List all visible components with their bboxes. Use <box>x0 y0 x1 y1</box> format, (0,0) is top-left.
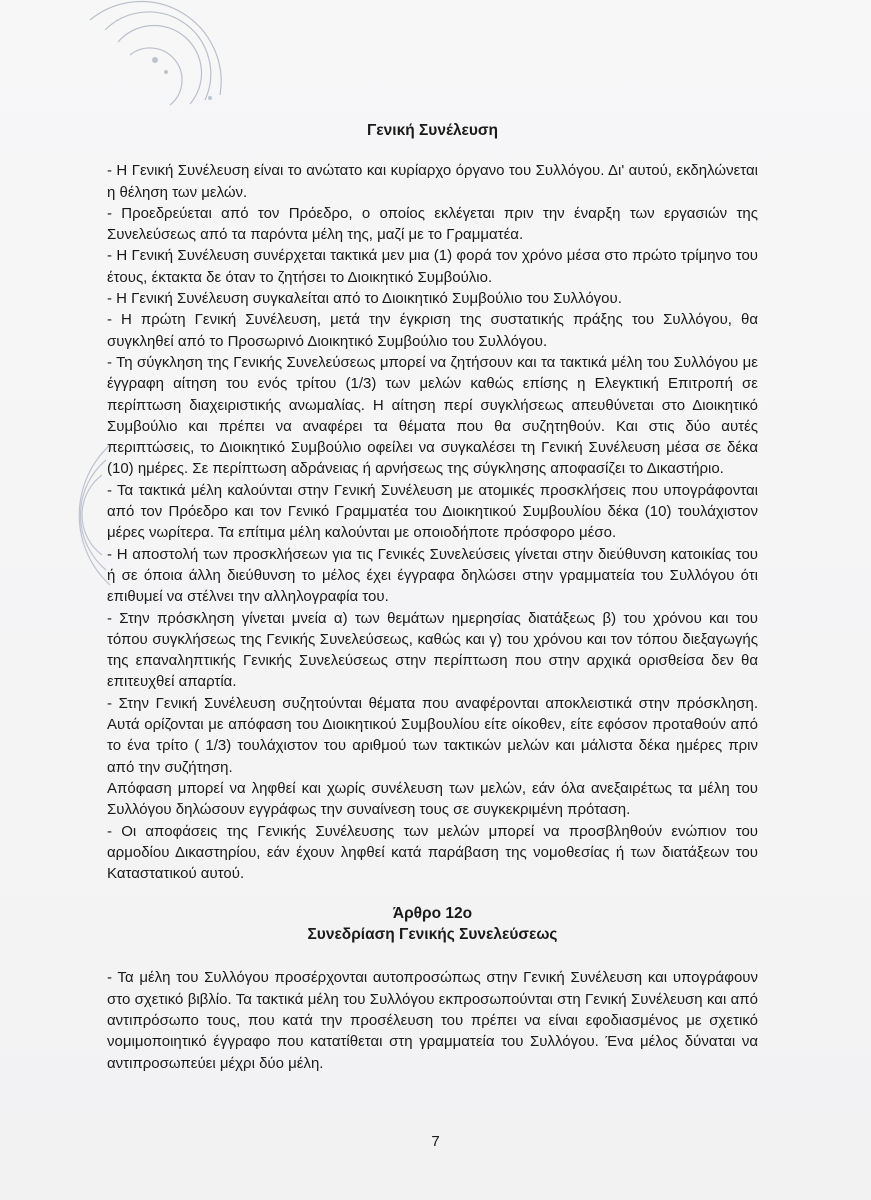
paragraph: Απόφαση μπορεί να ληφθεί και χωρίς συνέλευση των μελών, εάν όλα ανεξαιρέτως τα μέλη του Συλλόγου δηλώσουν εγγράφως την συναίνεση τους σε συγκεκριμένη πρόταση. <box>107 779 758 819</box>
paragraph: - Η Γενική Συνέλευση συγκαλείται από το Διοικητικό Συμβούλιο του Συλλόγου. <box>107 290 622 308</box>
section-title: Γενική Συνέλευση <box>366 122 499 139</box>
paragraph: - Η Γενική Συνέλευση είναι το ανώτατο και κυρίαρχο όργανο του Συλλόγου. Δι' αυτού, εκδηλώνεται η θέληση των μελών. <box>107 162 758 201</box>
paragraph: - Προεδρεύεται από τον Πρόεδρο, ο οποίος εκλέγεται πριν την έναρξη των εργασιών της Συνελεύσεως από τα παρόντα μέλη της, μαζί με το Γραμματέα. <box>107 204 758 244</box>
article-paragraph: - Τα μέλη του Συλλόγου προσέρχονται αυτοπροσώπως στην Γενική Συνέλευση και υπογράφουν στο σχετικό βιβλίο. Τα τακτικά μέλη του Συλλόγου εκπροσωπούνται στη Γενική Συνέλευση και από αντιπρόσωπο τους, που κατά την προσέλευση του πρέπει να είναι εφοδιασμένος με σχετικό νομιμοποιητικό έγγραφο που κατατίθεται στη γραμματεία του Συλλόγου. Ένα μέλος δύναται να αντιπροσωπεύει μέχρι δύο μέλη. <box>107 969 758 1072</box>
article-title: Συνεδρίαση Γενικής Συνελεύσεως <box>307 926 558 944</box>
document-body <box>107 120 758 1074</box>
paragraph: - Η αποστολή των προσκλήσεων για τις Γενικές Συνελεύσεις γίνεται στην διεύθυνση κατοικίας του ή σε όποια άλλη διεύθυνση το μέλος έχει έγγραφα δηλώσει στην γραμματεία του Συλλόγου ότι επιθυμεί να στέλνει την αλληλογραφία του. <box>107 545 758 606</box>
paragraph: - Οι αποφάσεις της Γενικής Συνέλευσης των μελών μπορεί να προσβληθούν ενώπιον του αρμοδίου Δικαστηρίου, εάν έχουν ληφθεί κατά παράβαση της νομοθεσίας ή των διατάξεων του Καταστατικού αυτού. <box>107 822 758 883</box>
paragraph: - Τη σύγκληση της Γενικής Συνελεύσεως μπορεί να ζητήσουν και τα τακτικά μέλη του Συλλόγου με έγγραφη αίτηση του ενός τρίτου (1/3) των μελών καθώς επίσης η Ελεγκτική Επιτροπή σε περίπτωση διαχειριστικής ανωμαλίας. Η αίτηση περί συγκλήσεως απευθύνεται στο Διοικητικό Συμβούλιο και πρέπει να αναφέρει τα θέματα που θα συζητηθούν. Και στις δύο αυτές περιπτώσεις, το Διοικητικό Συμβούλιο οφείλει να συγκαλέσει τη Γενική Συνέλευση μέσα σε δέκα (10) ημέρες. Σε περίπτωση αδράνειας ή αρνήσεως της σύγκλησης αποφασίζει το Δικαστήριο. <box>107 353 758 478</box>
stamp-seal-side <box>10 440 120 590</box>
paragraph: - Η πρώτη Γενική Συνέλευση, μετά την έγκριση της συστατικής πράξης του Συλλόγου, θα συγκληθεί από το Προσωρινό Διοικητικό Συμβούλιο του Συλλόγου. <box>107 311 758 350</box>
article-section <box>107 903 758 1073</box>
stamp-seal-top <box>70 0 240 140</box>
paragraph: - Η Γενική Συνέλευση συνέρχεται τακτικά μεν μια (1) φορά τον χρόνο μέσα στο πρώτο τρίμηνο του έτους, έκτακτα δε όταν το ζητήσει το Διοικητικό Συμβούλιο. <box>107 247 758 286</box>
paragraph: - Τα τακτικά μέλη καλούνται στην Γενική Συνέλευση με ατομικές προσκλήσεις που υπογράφονται από τον Πρόεδρο και τον Γενικό Γραμματέα του Διοικητικού Συμβουλίου δέκα (10) τουλάχιστον μέρες νωρίτερα. Τα επίτιμα μέλη καλούνται με οποιοδήποτε πρόσφορο μέσο. <box>107 481 758 542</box>
paragraph: - Στην Γενική Συνέλευση συζητούνται θέματα που αναφέρονται αποκλειστικά στην πρόσκληση. Αυτά ορίζονται με απόφαση του Διοικητικού Συμβουλίου είτε οίκοθεν, είτε εφόσον προταθούν από το ένα τρίτο ( 1/3) τουλάχιστον του αριθμού των τακτικών μελών και μάλιστα δέκα ημέρες πριν από την συζήτηση. <box>107 694 758 776</box>
page-number: 7 <box>431 1133 440 1150</box>
paragraph: - Στην πρόσκληση γίνεται μνεία α) των θεμάτων ημερησίας διατάξεως β) του χρόνου και του τόπου συγκλήσεως της Γενικής Συνελεύσεως, καθώς και γ) του χρόνου και τον τόπου διεξαγωγής της επαναληπτικής Γενικής Συνελεύσεως στην περίπτωση που στην αρχικά ορισθείσα δεν θα επιτευχθεί απαρτία. <box>107 609 758 691</box>
article-number: Άρθρο 12ο <box>392 905 473 923</box>
